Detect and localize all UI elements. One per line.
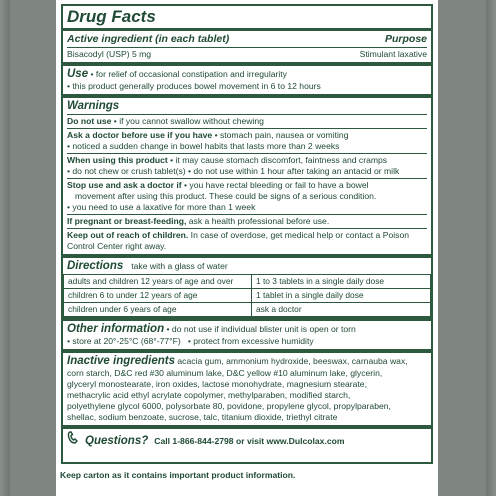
directions-heading: Directions [67, 260, 124, 272]
inactive-ingredients-line: methacrylic acid ethyl acrylate copolymer, methylparaben, modified starch, [67, 390, 351, 400]
other-information-section [63, 321, 431, 353]
dose-amount: 1 to 3 tablets in a single daily dose [252, 275, 431, 289]
carton-edge-right [486, 0, 496, 496]
carton-footer-note: Keep carton as it contains important product information. [60, 470, 296, 480]
other-information-heading: Other information [67, 323, 165, 335]
when-using-text: • it may cause stomach discomfort, faintness and cramps [167, 155, 388, 165]
purpose-heading: Purpose [384, 33, 427, 45]
use-line-2: • this product generally produces bowel movement in 6 to 12 hours [67, 81, 321, 91]
table-row [64, 303, 431, 317]
pregnancy-text: ask a health professional before use. [186, 216, 330, 226]
use-section [63, 66, 431, 98]
inactive-ingredients-section [63, 353, 431, 429]
drug-facts-title: Drug Facts [63, 6, 431, 31]
dose-amount: 1 tablet in a single daily dose [252, 289, 431, 303]
ask-doctor-label: Ask a doctor before use if you have [67, 130, 213, 140]
drug-facts-panel [56, 0, 438, 496]
stop-use-line-3: • you need to use a laxative for more than 1 week [67, 202, 256, 212]
inactive-ingredients-line: glyceryl monostearate, iron oxides, lactose monohydrate, magnesium stearate, [67, 379, 367, 389]
do-not-use-label: Do not use [67, 116, 112, 126]
when-using-line-2: • do not chew or crush tablet(s) • do not use within 1 hour after taking an antacid or milk [67, 166, 400, 176]
keep-out-line-2: Control Center right away. [67, 241, 167, 251]
warnings-heading: Warnings [67, 99, 427, 115]
use-line-1: • for relief of occasional constipation and irregularity [90, 69, 287, 79]
ask-doctor-text: • stomach pain, nausea or vomiting [212, 130, 349, 140]
when-using-block [67, 155, 427, 179]
warnings-section [63, 98, 431, 258]
pregnancy-label: If pregnant or breast-feeding, [67, 216, 187, 226]
dose-group: adults and children 12 years of age and over [64, 275, 252, 289]
do-not-use-text: • if you cannot swallow without chewing [111, 116, 264, 126]
active-ingredient-section [63, 31, 431, 66]
active-ingredient-name: Bisacodyl (USP) 5 mg [67, 49, 152, 59]
dose-group: children 6 to under 12 years of age [64, 289, 252, 303]
stop-use-block [67, 180, 427, 215]
table-row [64, 275, 431, 289]
questions-section [63, 429, 431, 450]
active-ingredient-heading: Active ingredient (in each tablet) [67, 33, 230, 45]
phone-icon [67, 431, 79, 444]
other-information-line-2: • store at 20°-25°C (68°-77°F) • protect from excessive humidity [67, 336, 314, 346]
inactive-ingredients-line: polyethylene glycol 6000, polysorbate 80, povidone, propylene glycol, propylparaben, [67, 401, 391, 411]
ask-doctor-block [67, 130, 427, 154]
when-using-label: When using this product [67, 155, 168, 165]
directions-section [63, 258, 431, 321]
stop-use-text: • you have rectal bleeding or fail to have a bowel [181, 180, 369, 190]
use-heading: Use [67, 68, 89, 80]
dose-amount: ask a doctor [252, 303, 431, 317]
pregnancy-block [67, 216, 427, 229]
directions-table [63, 274, 431, 317]
do-not-use-block [67, 116, 427, 129]
purpose-text: Stimulant laxative [359, 49, 427, 59]
drug-facts-box [61, 4, 433, 464]
keep-out-label: Keep out of reach of children. [67, 230, 189, 240]
inactive-ingredients-line: corn starch, D&C red #30 aluminum lake, D&C yellow #10 aluminum lake, glycerin, [67, 368, 383, 378]
carton-edge-left [0, 0, 10, 496]
dose-group: children under 6 years of age [64, 303, 252, 317]
inactive-ingredients-line: shellac, sodium benzoate, sucrose, talc, titanium dioxide, triethyl citrate [67, 412, 338, 422]
questions-heading: Questions? [85, 435, 149, 447]
stop-use-label: Stop use and ask a doctor if [67, 180, 182, 190]
inactive-ingredients-heading: Inactive ingredients [67, 355, 176, 367]
table-row [64, 289, 431, 303]
ask-doctor-line-2: • noticed a sudden change in bowel habits that lasts more than 2 weeks [67, 141, 340, 151]
questions-contact: Call 1-866-844-2798 or visit www.Dulcolax.com [154, 436, 345, 446]
directions-intro: take with a glass of water [131, 261, 228, 271]
keep-out-block [67, 230, 427, 252]
keep-out-text: In case of overdose, get medical help or contact a Poison [188, 230, 409, 240]
other-information-line-1: • do not use if individual blister unit is open or torn [164, 324, 356, 334]
stop-use-line-2: movement after using this product. These could be signs of a serious condition. [75, 191, 377, 201]
inactive-ingredients-text: acacia gum, ammonium hydroxide, beeswax, carnauba wax, [175, 356, 408, 366]
